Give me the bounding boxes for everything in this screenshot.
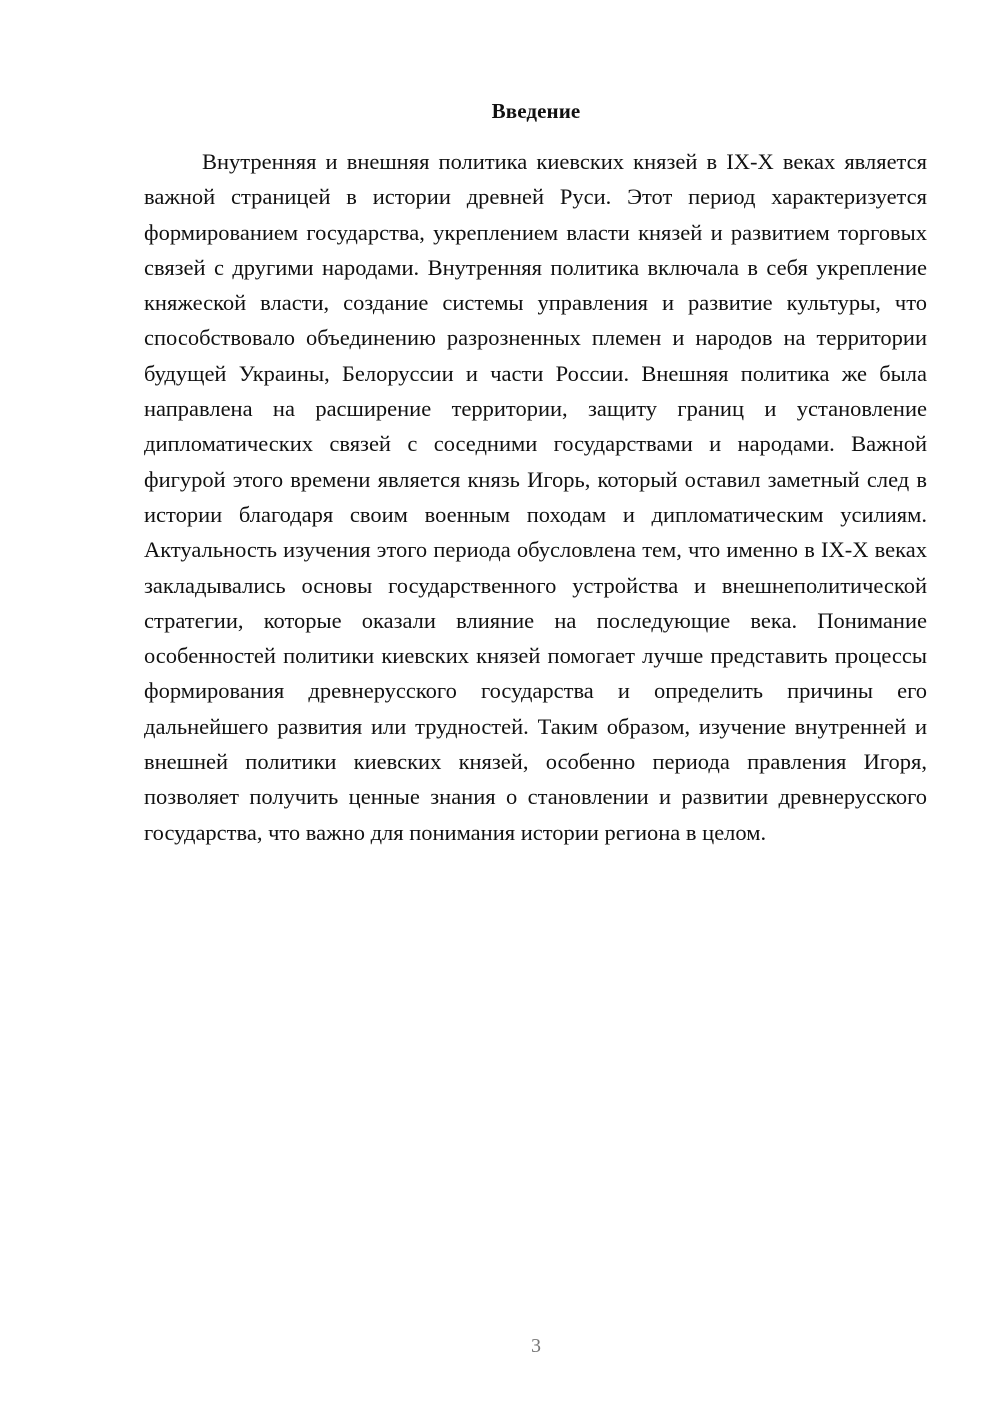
page-number: 3 [531, 1335, 541, 1357]
section-title: Введение [491, 99, 581, 123]
body-paragraph: Внутренняя и внешняя политика киевских князей в IX-X веках является важной страницей в истории древней Руси. Этот период характеризуется формированием государства, укреплением власти князей и развитием торговых связей с другими народами. Внутренняя политика включала в себя укрепление княжеской власти, создание системы управления и развитие культуры, что способствовало объединению разрозненных племен и народов на территории будущей Украины, Белоруссии и части России. Внешняя политика же была направлена на расширение территории, защиту границ и установление дипломатических связей с соседними государствами и народами. Важной фигурой этого времени является князь Игорь, который оставил заметный след в истории благодаря своим военным походам и дипломатическим усилиям. Актуальность изучения этого периода обусловлена тем, что именно в IX-X веках закладывались основы государственного устройства и внешнеполитической стратегии, которые оказали влияние на последующие века. Понимание особенностей политики киевских князей помогает лучше представить процессы формирования древнерусского государства и определить причины его дальнейшего развития или трудностей. Таким образом, изучение внутренней и внешней политики киевских князей, особенно периода правления Игоря, позволяет получить ценные знания о становлении и развитии древнерусского государства, что важно для понимания истории региона в целом. [144, 149, 927, 845]
